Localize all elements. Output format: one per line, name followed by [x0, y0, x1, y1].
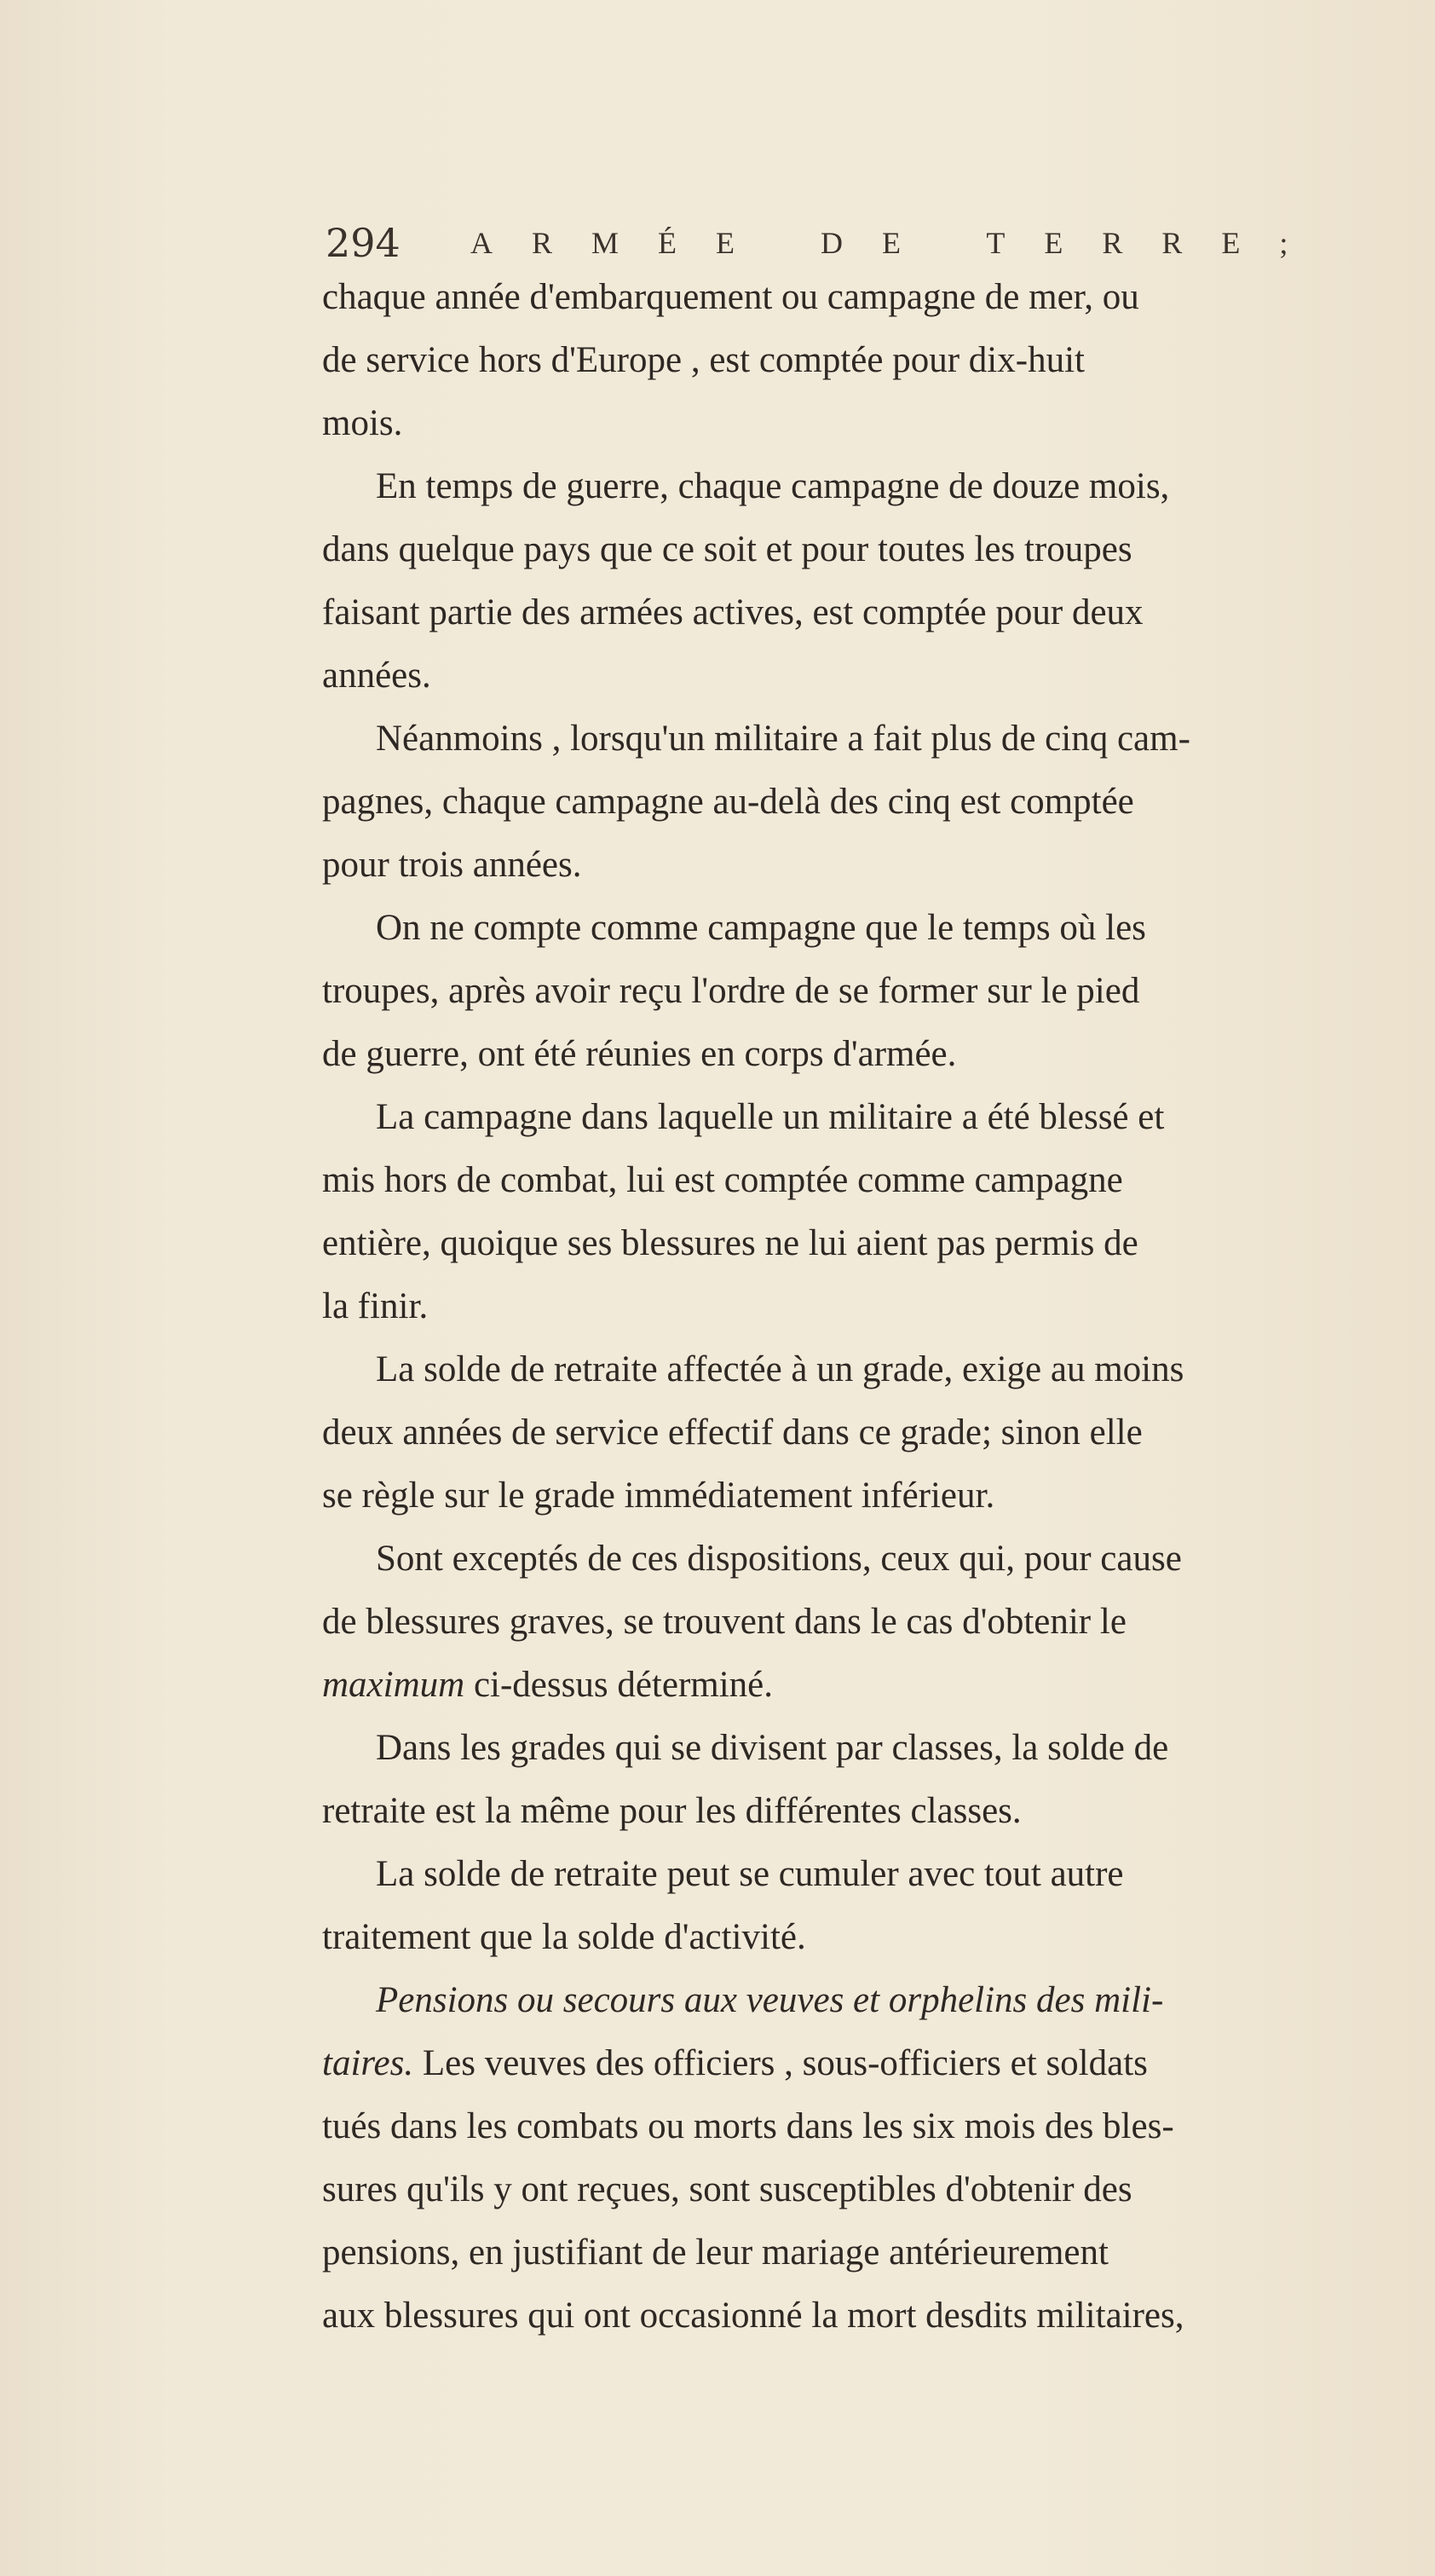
text-line: entière, quoique ses blessures ne lui aient pas permis de: [322, 1223, 1138, 1263]
text-line: de service hors d'Europe , est comptée pour dix-huit: [322, 340, 1085, 380]
text-line: faisant partie des armées actives, est comptée pour deux: [322, 592, 1144, 632]
text-line: retraite est la même pour les différentes classes.: [322, 1791, 1022, 1831]
text-line: chaque année d'embarquement ou campagne de mer, ou: [322, 277, 1139, 317]
text-line: La campagne dans laquelle un militaire a été blessé et: [376, 1097, 1165, 1137]
text-line: se règle sur le grade immédiatement inférieur.: [322, 1476, 995, 1516]
text-line: dans quelque pays que ce soit et pour toutes les troupes: [322, 529, 1132, 569]
text-line: de blessures graves, se trouvent dans le cas d'obtenir le: [322, 1602, 1127, 1642]
text-fragment: Les veuves des officiers , sous-officiers et soldats: [422, 2043, 1148, 2083]
text-line: aux blessures qui ont occasionné la mort desdits militaires,: [322, 2296, 1184, 2336]
text-line: sures qu'ils y ont reçues, sont susceptibles d'obtenir des: [322, 2169, 1132, 2209]
page-number: 294: [326, 220, 401, 266]
section-heading-italic: Pensions ou secours aux veuves et orphelins des mili-: [376, 1980, 1164, 2020]
italic-term: maximum: [322, 1665, 465, 1705]
text-line: traitement que la solde d'activité.: [322, 1917, 806, 1957]
text-line: pour trois années.: [322, 845, 582, 885]
section-heading-italic: taires.: [322, 2043, 414, 2083]
text-line: On ne compte comme campagne que le temps où les: [376, 908, 1146, 948]
text-line: [322, 1969, 1430, 2032]
text-line: [322, 1654, 1430, 1717]
text-line: La solde de retraite affectée à un grade, exige au moins: [376, 1349, 1184, 1389]
text-line: pagnes, chaque campagne au-delà des cinq est comptée: [322, 782, 1134, 822]
text-fragment: ci-dessus déterminé.: [473, 1665, 774, 1705]
text-line: Sont exceptés de ces dispositions, ceux qui, pour cause: [376, 1539, 1182, 1579]
running-title: ARMÉE DE TERRE;: [470, 226, 1328, 260]
text-line: Néanmoins , lorsqu'un militaire a fait plus de cinq cam-: [376, 719, 1190, 759]
text-line: tués dans les combats ou morts dans les six mois des bles-: [322, 2106, 1174, 2146]
text-line: La solde de retraite peut se cumuler avec tout autre: [376, 1854, 1124, 1894]
text-line: [322, 2032, 1430, 2095]
text-line: deux années de service effectif dans ce grade; sinon elle: [322, 1412, 1143, 1453]
text-line: troupes, après avoir reçu l'ordre de se former sur le pied: [322, 971, 1140, 1011]
text-line: Dans les grades qui se divisent par classes, la solde de: [376, 1728, 1169, 1768]
text-line: mis hors de combat, lui est comptée comme campagne: [322, 1160, 1123, 1200]
text-line: mois.: [322, 403, 403, 443]
page-text: [322, 266, 1430, 2348]
text-line: années.: [322, 656, 431, 696]
text-line: pensions, en justifiant de leur mariage antérieurement: [322, 2232, 1109, 2273]
text-line: En temps de guerre, chaque campagne de douze mois,: [376, 466, 1170, 506]
running-header: [326, 213, 1433, 273]
text-line: de guerre, ont été réunies en corps d'armée.: [322, 1034, 957, 1074]
text-line: la finir.: [322, 1286, 429, 1326]
